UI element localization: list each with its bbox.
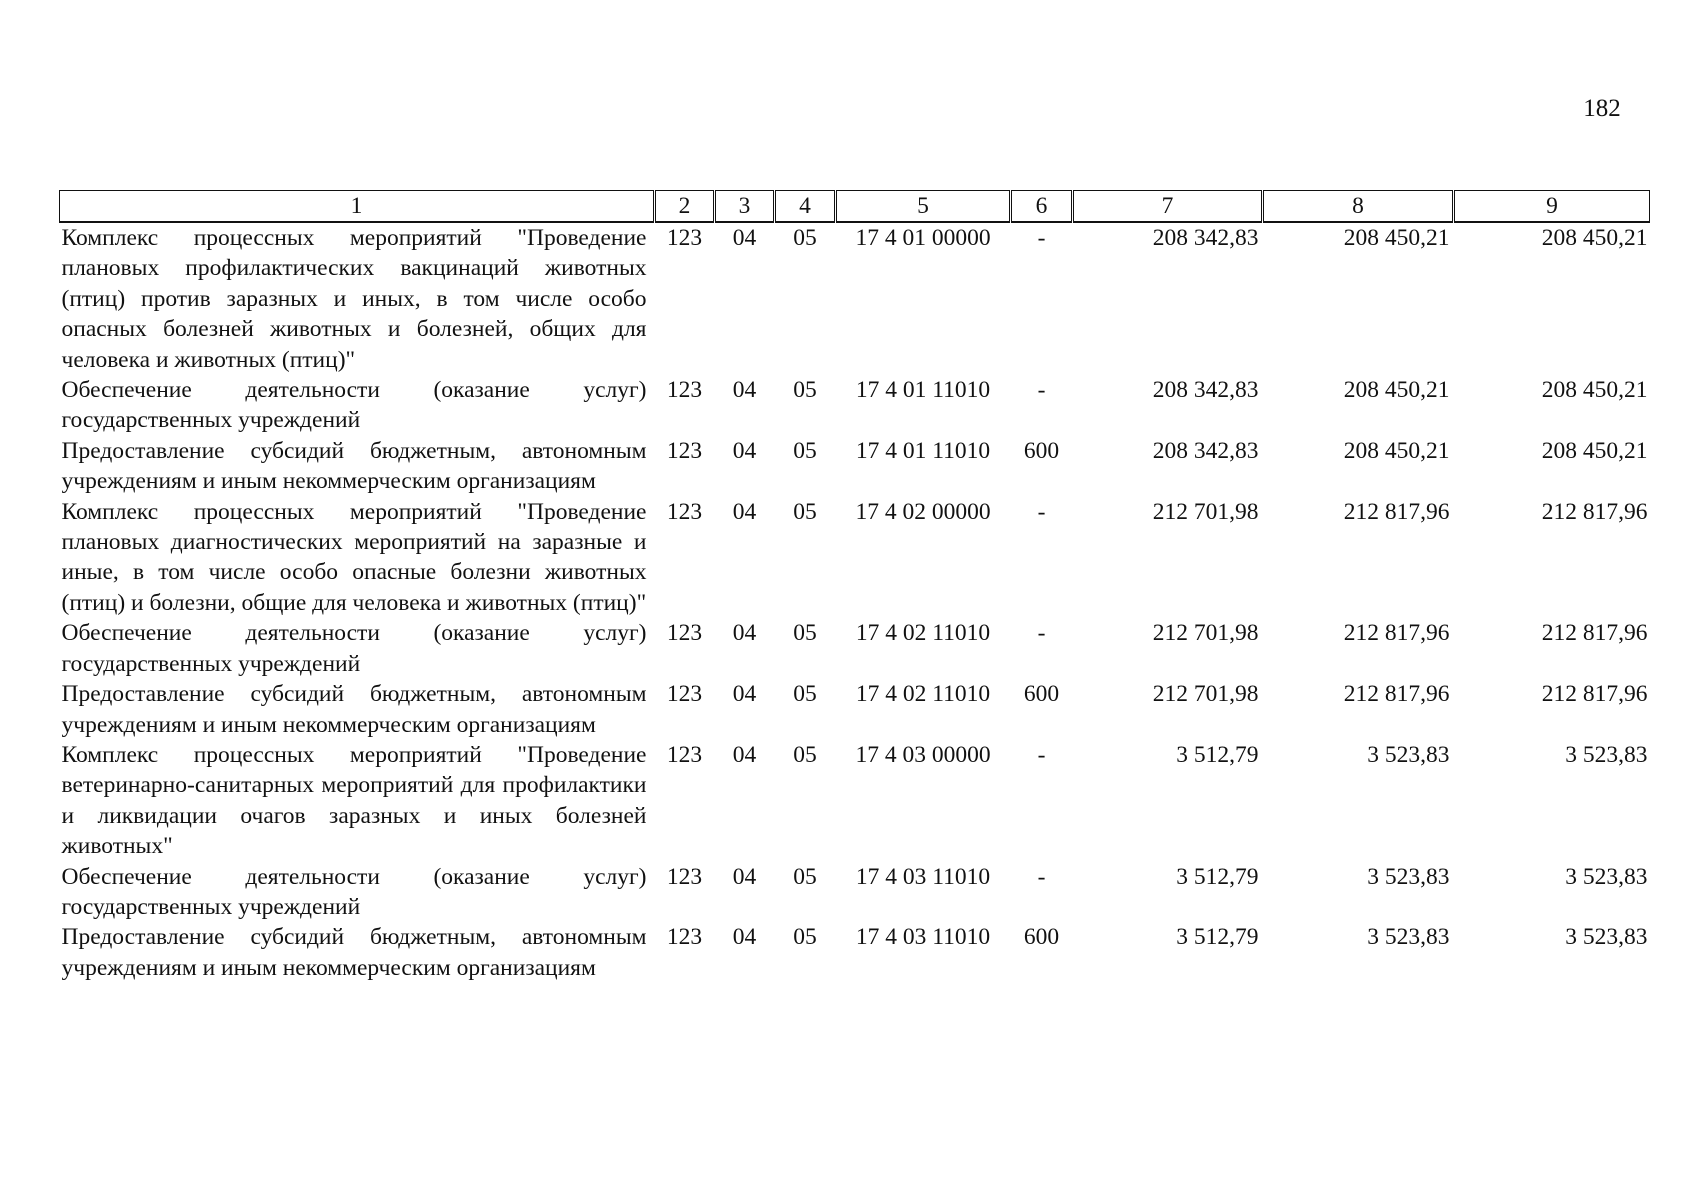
cell-col6: - — [1037, 498, 1046, 525]
table-row — [60, 436, 1650, 497]
cell-col6: 600 — [1023, 681, 1060, 708]
cell-col2: 123 — [666, 681, 703, 708]
cell-col6: - — [1037, 377, 1046, 404]
cell-col4: 05 — [793, 498, 817, 525]
cell-col9: 212 817,96 — [1541, 620, 1648, 647]
cell-col7: 212 701,98 — [1152, 681, 1259, 708]
table-row — [60, 375, 1650, 436]
cell-col7: 3 512,79 — [1176, 741, 1259, 768]
cell-col2: 123 — [666, 924, 703, 951]
cell-col5: 17 4 03 11010 — [855, 924, 991, 951]
cell-col6: - — [1037, 620, 1046, 647]
cell-col8: 208 450,21 — [1343, 437, 1450, 464]
column-header-4: 4 — [775, 191, 836, 223]
cell-col7: 3 512,79 — [1176, 863, 1259, 890]
column-header-1: 1 — [60, 191, 655, 223]
cell-col5: 17 4 03 11010 — [855, 863, 991, 890]
table-row — [60, 922, 1650, 983]
cell-col3: 04 — [732, 498, 757, 525]
cell-col9: 3 523,83 — [1565, 741, 1648, 768]
cell-col6: - — [1037, 741, 1046, 768]
cell-col8: 208 450,21 — [1343, 377, 1450, 404]
cell-col9: 3 523,83 — [1565, 863, 1648, 890]
cell-col3: 04 — [732, 377, 757, 404]
cell-col2: 123 — [666, 863, 703, 890]
cell-col6: - — [1037, 863, 1046, 890]
cell-col5: 17 4 02 11010 — [855, 620, 991, 647]
cell-col6: 600 — [1023, 924, 1060, 951]
cell-col8: 3 523,83 — [1367, 924, 1450, 951]
row-name: Предоставление субсидий бюджетным, автономным учреждениям и иным некоммерческим организациям — [61, 681, 647, 738]
row-name: Предоставление субсидий бюджетным, автономным учреждениям и иным некоммерческим организациям — [61, 437, 647, 495]
cell-col5: 17 4 02 11010 — [855, 681, 991, 708]
cell-col3: 04 — [732, 863, 757, 890]
cell-col8: 212 817,96 — [1343, 620, 1450, 647]
row-name: Обеспечение деятельности (оказание услуг) государственных учреждений — [61, 620, 647, 677]
cell-col9: 208 450,21 — [1541, 377, 1648, 404]
cell-col8: 208 450,21 — [1343, 225, 1450, 251]
cell-col5: 17 4 02 00000 — [855, 498, 991, 525]
cell-col8: 3 523,83 — [1367, 863, 1450, 890]
table-row — [60, 497, 1650, 619]
budget-table — [59, 190, 1650, 983]
cell-col7: 3 512,79 — [1176, 924, 1259, 951]
cell-col2: 123 — [666, 437, 703, 464]
cell-col9: 3 523,83 — [1565, 924, 1648, 951]
column-header-9: 9 — [1454, 191, 1650, 223]
table-row — [60, 618, 1650, 679]
cell-col9: 208 450,21 — [1541, 437, 1648, 464]
cell-col6: - — [1037, 225, 1046, 251]
table-row — [60, 740, 1650, 862]
cell-col5: 17 4 01 11010 — [855, 377, 991, 404]
cell-col6: 600 — [1023, 437, 1060, 464]
table-row — [60, 679, 1650, 740]
cell-col9: 208 450,21 — [1541, 225, 1648, 251]
column-header-3: 3 — [715, 191, 775, 223]
cell-col3: 04 — [732, 437, 757, 464]
cell-col4: 05 — [793, 681, 817, 708]
cell-col4: 05 — [793, 377, 817, 404]
cell-col5: 17 4 03 00000 — [855, 741, 991, 768]
cell-col4: 05 — [793, 863, 817, 890]
cell-col3: 04 — [732, 741, 757, 768]
column-header-2: 2 — [655, 191, 715, 223]
column-header-7: 7 — [1073, 191, 1263, 223]
cell-col5: 17 4 01 11010 — [855, 437, 991, 464]
cell-col3: 04 — [732, 225, 757, 251]
row-name: Комплекс процессных мероприятий "Проведение плановых профилактических вакцинаций животных (птиц) против заразных и иных, в том числе особо опасных болезней животных и болезней, общих для человека и животных (птиц)" — [61, 225, 647, 373]
row-name: Обеспечение деятельности (оказание услуг) государственных учреждений — [61, 377, 647, 434]
table-body — [60, 222, 1650, 983]
cell-col5: 17 4 01 00000 — [855, 225, 991, 251]
cell-col4: 05 — [793, 620, 817, 647]
cell-col8: 3 523,83 — [1367, 741, 1450, 768]
column-header-6: 6 — [1011, 191, 1073, 223]
row-name: Предоставление субсидий бюджетным, автономным учреждениям и иным некоммерческим организациям — [61, 924, 647, 981]
cell-col7: 212 701,98 — [1152, 498, 1259, 525]
cell-col3: 04 — [732, 924, 757, 951]
cell-col4: 05 — [793, 924, 817, 951]
column-header-8: 8 — [1263, 191, 1454, 223]
cell-col2: 123 — [666, 620, 703, 647]
table-row — [60, 862, 1650, 923]
cell-col3: 04 — [732, 681, 757, 708]
cell-col7: 208 342,83 — [1152, 437, 1259, 464]
cell-col2: 123 — [666, 225, 703, 251]
cell-col3: 04 — [732, 620, 757, 647]
cell-col2: 123 — [666, 498, 703, 525]
cell-col2: 123 — [666, 741, 703, 768]
table-header — [60, 191, 1650, 223]
cell-col4: 05 — [793, 437, 817, 464]
cell-col7: 212 701,98 — [1152, 620, 1259, 647]
cell-col2: 123 — [666, 377, 703, 404]
row-name: Комплекс процессных мероприятий "Проведение плановых диагностических мероприятий на заразные и иные, в том числе особо опасные болезни животных (птиц) и болезни, общие для человека и животных (птиц)" — [61, 498, 647, 616]
page-number: 182 — [1583, 95, 1621, 122]
cell-col8: 212 817,96 — [1343, 498, 1450, 525]
table-row — [60, 222, 1650, 375]
cell-col4: 05 — [793, 225, 817, 251]
cell-col8: 212 817,96 — [1343, 681, 1450, 708]
cell-col7: 208 342,83 — [1152, 225, 1259, 251]
row-name: Обеспечение деятельности (оказание услуг) государственных учреждений — [61, 863, 647, 920]
cell-col9: 212 817,96 — [1541, 681, 1648, 708]
cell-col4: 05 — [793, 741, 817, 768]
header-row — [60, 191, 1650, 223]
row-name: Комплекс процессных мероприятий "Проведение ветеринарно-санитарных мероприятий для профилактики и ликвидации очагов заразных и иных болезней животных" — [61, 741, 647, 860]
cell-col9: 212 817,96 — [1541, 498, 1648, 525]
cell-col7: 208 342,83 — [1152, 377, 1259, 404]
column-header-5: 5 — [836, 191, 1011, 223]
